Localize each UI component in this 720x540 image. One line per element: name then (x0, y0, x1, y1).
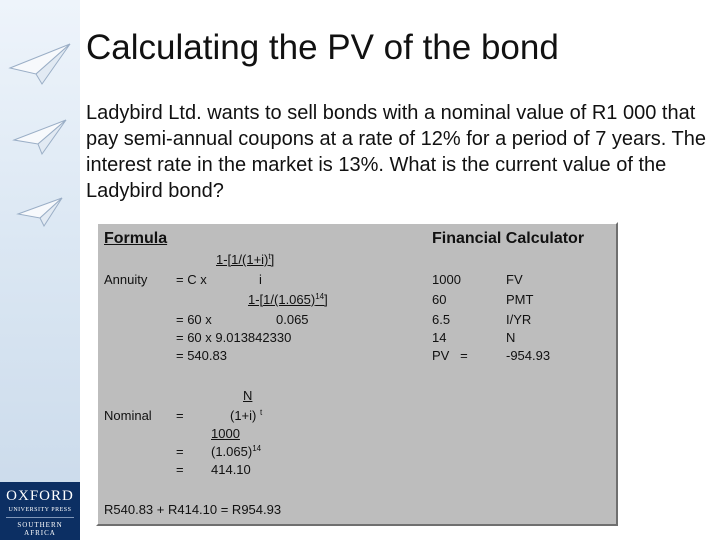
logo-line-2: UNIVERSITY PRESS (8, 507, 72, 513)
paper-plane-icon (0, 30, 80, 90)
calc-row-key: PMT (506, 292, 534, 307)
calc-row-key: -954.93 (506, 348, 551, 363)
nominal-denominator: (1+i) $^t$ (230, 408, 263, 423)
total-value: R540.83 + R414.10 = R954.93 (104, 502, 282, 517)
annuity-step1-prefix: = 60 x (176, 312, 212, 327)
nominal-result: 414.10 (211, 462, 251, 477)
nominal-equals: = (176, 408, 184, 423)
oxford-logo (0, 482, 80, 540)
solution-panel (96, 222, 618, 526)
calc-row-value: PV = (432, 348, 468, 363)
formula-heading: Formula (104, 230, 168, 247)
annuity-lhs: = C x (176, 272, 207, 287)
calc-row-key: N (506, 330, 516, 345)
annuity-label: Annuity (104, 272, 148, 287)
nominal-result-equals: = (176, 462, 184, 477)
annuity-step1-denominator: 0.065 (276, 312, 309, 327)
calc-row-value: 60 (432, 292, 447, 307)
paper-plane-icon (0, 190, 80, 230)
nominal-step-equals: = (176, 444, 184, 459)
calc-row-value: 14 (432, 330, 447, 345)
slide-title: Calculating the PV of the bond (86, 28, 559, 67)
calc-row-key: I/YR (506, 312, 532, 327)
calc-row-key: FV (506, 272, 523, 287)
calc-row-value: 1000 (432, 272, 461, 287)
annuity-step1-numerator: $1-[1/(1.065)^{14}]$ (248, 292, 328, 307)
nominal-label: Nominal (104, 408, 152, 423)
annuity-step3: = 540.83 (176, 348, 227, 363)
nominal-step-denominator: $(1.065)^{14}$ (211, 444, 262, 459)
annuity-fraction-numerator: $1-[1/(1+i)^t]$ (216, 252, 275, 267)
annuity-fraction-denominator: i (259, 272, 262, 287)
nominal-step-numerator: 1000 (211, 426, 240, 441)
decorative-side-strip (0, 0, 80, 540)
paper-plane-icon (0, 110, 80, 160)
annuity-step2: = 60 x 9.013842330 (176, 330, 292, 345)
nominal-numerator: N (243, 388, 253, 403)
logo-line-1: OXFORD (6, 488, 74, 504)
calc-row-value: 6.5 (432, 312, 451, 327)
logo-line-3: SOUTHERN AFRICA (6, 517, 74, 537)
problem-statement: Ladybird Ltd. wants to sell bonds with a nominal value of R1 000 that pay semi-annual coupons at a rate of 12% for a period of 7 years. The interest rate in the market is 13%. What is the current value of the Ladybird bond? (86, 102, 706, 202)
calculator-heading: Financial Calculator (432, 230, 585, 247)
